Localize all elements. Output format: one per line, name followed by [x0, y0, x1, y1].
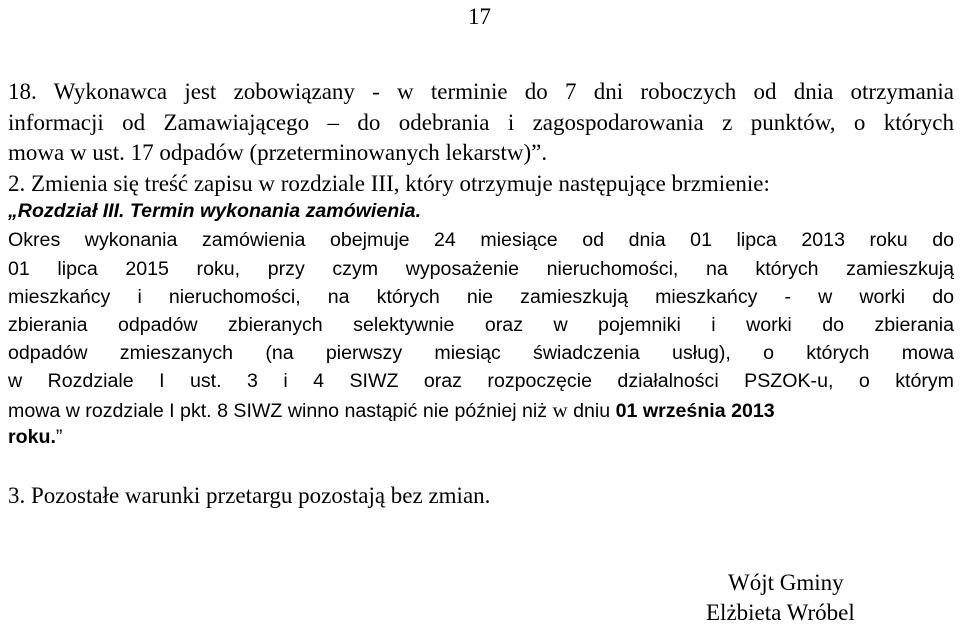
paragraph-line-7-text: mowa w rozdziale I pkt. 8 SIWZ winno nastąpić nie później niż	[8, 400, 553, 422]
item-2-intro: 2. Zmienia się treść zapisu w rozdziale III, który otrzymuje następujące brzmienie:	[8, 171, 770, 196]
chapter-heading: „Rozdział III. Termin wykonania zamówienia.	[8, 200, 422, 222]
paragraph-line-1: Okres wykonania zamówienia obejmuje 24 miesiące od dnia 01 lipca 2013 roku do	[8, 229, 954, 251]
signature-title: Wójt Gminy	[728, 570, 844, 595]
page-number: 17	[468, 4, 491, 29]
item-3: 3. Pozostałe warunki przetargu pozostają bez zmian.	[8, 483, 491, 508]
roku-bold: roku.	[8, 426, 56, 448]
paragraph-line-8	[8, 428, 62, 448]
signature-name: Elżbieta Wróbel	[706, 600, 855, 625]
paragraph-line-6: w Rozdziale I ust. 3 i 4 SIWZ oraz rozpoczęcie działalności PSZOK-u, o którym	[8, 370, 954, 392]
paragraph-line-7-w: w	[552, 398, 568, 422]
item-18-line-2: informacji od Zamawiającego – do odebrania i zagospodarowania z punktów, o których	[8, 110, 954, 135]
paragraph-line-5: odpadów zmieszanych (na pierwszy miesiąc świadczenia usług), o których mowa	[8, 342, 954, 364]
paragraph-line-3: mieszkańcy i nieruchomości, na których nie zamieszkują mieszkańcy - w worki do	[8, 286, 954, 308]
item-18-line-3: mowa w ust. 17 odpadów (przeterminowanych lekarstw)”.	[8, 140, 548, 165]
paragraph-line-4: zbierania odpadów zbieranych selektywnie oraz w pojemniki i worki do zbierania	[8, 314, 954, 336]
paragraph-line-7	[8, 400, 775, 422]
closing-quote: ”	[55, 426, 63, 448]
paragraph-line-2: 01 lipca 2015 roku, przy czym wyposażenie nieruchomości, na których zamieszkują	[8, 258, 954, 280]
date-bold: 01 września 2013	[615, 400, 775, 422]
paragraph-line-7-dniu: dniu	[567, 400, 616, 422]
item-18-line-1: 18. Wykonawca jest zobowiązany - w terminie do 7 dni roboczych od dnia otrzymania	[8, 79, 954, 104]
